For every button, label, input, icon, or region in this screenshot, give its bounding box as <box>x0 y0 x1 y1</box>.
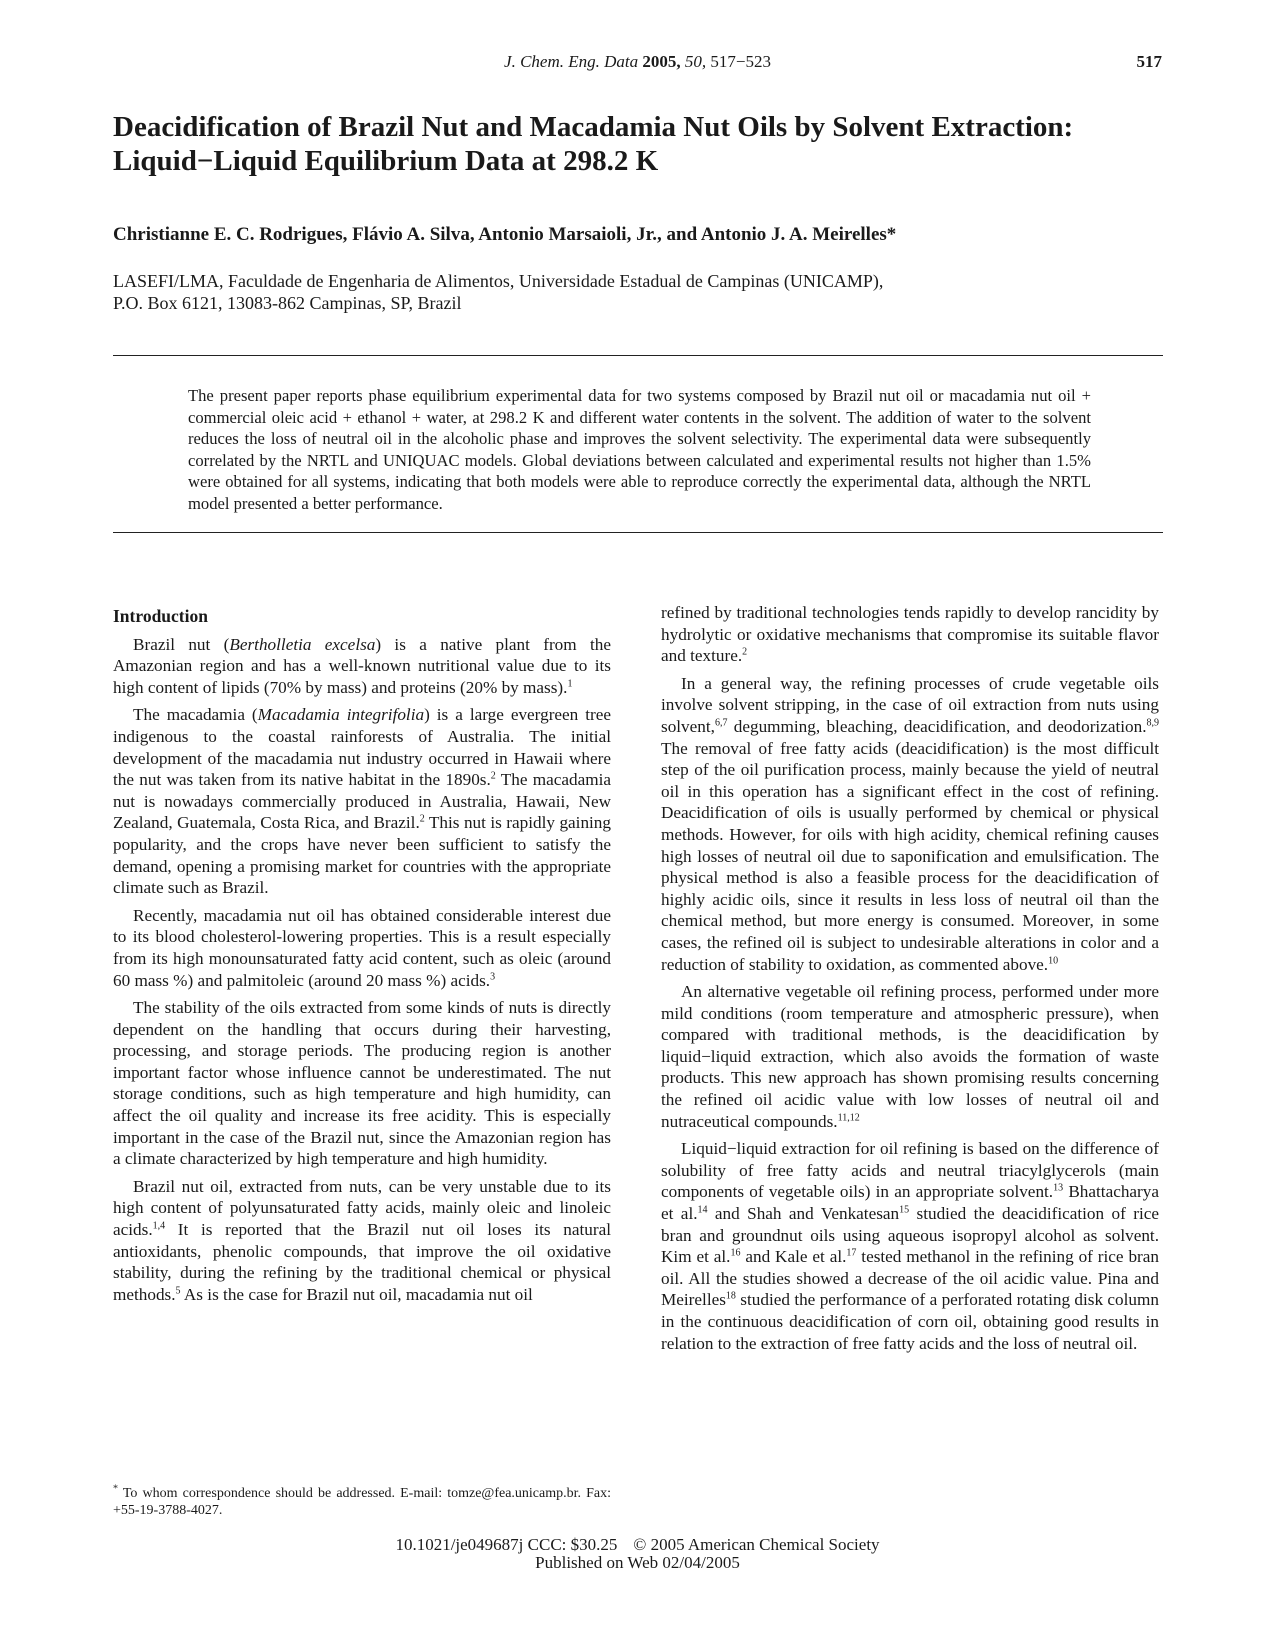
running-head <box>0 52 1275 80</box>
citation-ref: 16 <box>730 1247 741 1259</box>
journal-citation <box>0 52 1275 72</box>
abstract: The present paper reports phase equilibrium experimental data for two systems composed by Brazil nut oil or macadamia nut oil + commercial oleic acid + ethanol + water, at 298.2 K and different water contents in the solvent. The addition of water to the solvent reduces the loss of neutral oil in the alcoholic phase and improves the solvent selectivity. The experimental data were subsequently correlated by the NRTL and UNIQUAC models. Global deviations between calculated and experimental results not higher than 1.5% were obtained for all systems, indicating that both models were able to reproduce correctly the experimental data, although the NRTL model presented a better performance. <box>188 386 1091 513</box>
footer-line-1 <box>0 1536 1275 1554</box>
abstract-bottom-rule <box>113 532 1163 533</box>
citation-ref: 15 <box>899 1204 910 1216</box>
affiliation-line-1: LASEFI/LMA, Faculdade de Engenharia de Alimentos, Universidade Estadual de Campinas (UNICAMP), <box>113 271 884 291</box>
paragraph: Brazil nut (Bertholletia excelsa) is a native plant from the Amazonian region and has a well-known nutritional value due to its high content of lipids (70% by mass) and proteins (20% by mass).$^1$ <box>113 634 611 697</box>
affiliation <box>113 270 1163 314</box>
paragraph: Liquid−liquid extraction for oil refining is based on the difference of solubility of free fatty acids and neutral triacylglycerols (main components of vegetable oils) in an appropriate solvent.$^{13}$ Bhattacharya et al.$^{14}$ and Shah and Venkatesan$^{15}$ studied the deacidification of rice bran and groundnut oils using aqueous isopropyl alcohol as solvent. Kim et al.$^{16}$ and Kale et al.$^{17}$ tested methanol in the refining of rice bran oil. All the studies showed a decrease of the oil acidic value. Pina and Meirelles$^{18}$ studied the performance of a perforated rotating disk column in the continuous deacidification of corn oil, obtaining good results in relation to the extraction of free fatty acids and the loss of neutral oil. <box>661 1139 1159 1353</box>
footnote-marker: * <box>113 1483 118 1495</box>
citation-ref: 1 <box>567 678 573 690</box>
citation-ref: 8,9 <box>1146 717 1159 729</box>
citation-ref: 17 <box>846 1247 857 1259</box>
author-list: Christianne E. C. Rodrigues, Flávio A. Silva, Antonio Marsaioli, Jr., and Antonio J. A. Meirelles* <box>113 224 897 245</box>
citation-ref: 3 <box>490 970 496 982</box>
citation-ref: 10 <box>1048 954 1059 966</box>
citation-ref: 2 <box>742 646 748 658</box>
species-name: Macadamia integrifolia <box>257 705 425 725</box>
species-name: Bertholletia excelsa <box>229 634 376 654</box>
citation-ref: 2 <box>490 770 496 782</box>
abstract-top-rule <box>113 355 1163 356</box>
journal-name: J. Chem. Eng. Data <box>504 52 639 71</box>
paragraph: The macadamia (Macadamia integrifolia) is a large evergreen tree indigenous to the coastal rainforests of Australia. The initial development of the macadamia nut industry occurred in Hawaii where the nut was taken from its native habitat in the 1890s.$^2$ The macadamia nut is nowadays commercially produced in Australia, Hawaii, New Zealand, Guatemala, Costa Rica, and Brazil.$^2$ This nut is rapidly gaining popularity, and the crops have never been sufficient to satisfy the demand, opening a promising market for countries with the appropriate climate such as Brazil. <box>113 705 611 898</box>
paragraph: An alternative vegetable oil refining process, performed under more mild conditions (room temperature and atmospheric pressure), when compared with traditional methods, is the deacidification by liquid−liquid extraction, which also avoids the formation of waste products. This new approach has shown promising results concerning the refined oil acidic value with low losses of neutral oil and nutraceutical compounds.$^{11,12}$ <box>661 982 1159 1131</box>
citation-ref: 11,12 <box>837 1111 860 1123</box>
page-footer <box>0 1536 1275 1572</box>
doi-and-price: 10.1021/je049687j CCC: $30.25 <box>395 1535 618 1554</box>
article-title: Deacidification of Brazil Nut and Macadamia Nut Oils by Solvent Extraction: Liquid−Liquid Equilibrium Data at 298.2 K <box>113 111 1074 177</box>
paragraph: The stability of the oils extracted from some kinds of nuts is directly dependent on the handling that occurs during their harvesting, processing, and storage periods. The producing region is another important factor whose influence cannot be underestimated. The nut storage conditions, such as high temperature and high humidity, can affect the oil quality and increase its free acidity. This is especially important in the case of the Brazil nut, since the Amazonian region has a climate characterized by high temperature and high humidity. <box>113 998 611 1169</box>
journal-pages: 517−523 <box>710 52 771 71</box>
affiliation-line-2: P.O. Box 6121, 13083-862 Campinas, SP, Brazil <box>113 293 462 313</box>
copyright-notice: © 2005 American Chemical Society <box>633 1535 880 1554</box>
publication-date: Published on Web 02/04/2005 <box>535 1553 740 1572</box>
citation-ref: 13 <box>1053 1182 1064 1194</box>
journal-year: 2005, <box>642 52 681 71</box>
citation-ref: 2 <box>419 813 425 825</box>
page-number: 517 <box>1136 52 1162 71</box>
paragraph: In a general way, the refining processes of crude vegetable oils involve solvent stripping, in the case of oil extraction from nuts using solvent,$^{6,7}$ degumming, bleaching, deacidification, and deodorization.$^{8,9}$ The removal of free fatty acids (deacidification) is the most difficult step of the oil purification process, mainly because the yield of neutral oil in this operation has a significant effect in the cost of refining. Deacidification of oils is usually performed by chemical or physical methods. However, for oils with high acidity, chemical refining causes high losses of neutral oil due to saponification and emulsification. The physical method is also a feasible process for the deacidification of highly acidic oils, since it results in less loss of neutral oil than the chemical method, but more energy is consumed. Moreover, in some cases, the refined oil is subject to undesirable alterations in color and a reduction of stability to oxidation, as commented above.$^{10}$ <box>661 673 1159 974</box>
citation-ref: 1,4 <box>152 1220 166 1232</box>
journal-volume: 50, <box>684 52 707 71</box>
section-heading-introduction: Introduction <box>113 606 208 626</box>
paragraph: Recently, macadamia nut oil has obtained considerable interest due to its blood cholesterol-lowering properties. This is a result especially from its high monounsaturated fatty acid content, such as oleic (around 60 mass %) and palmitoleic (around 20 mass %) acids.$^3$ <box>113 905 611 990</box>
citation-ref: 6,7 <box>714 717 728 729</box>
paragraph: Brazil nut oil, extracted from nuts, can be very unstable due to its high content of polyunsaturated fatty acids, mainly oleic and linoleic acids.$^{1,4}$ It is reported that the Brazil nut oil loses its natural antioxidants, phenolic compounds, that improve the oil oxidative stability, during the refining by the traditional chemical or physical methods.$^5$ As is the case for Brazil nut oil, macadamia nut oil <box>113 1176 611 1304</box>
citation-ref: 18 <box>725 1290 736 1302</box>
citation-ref: 14 <box>697 1204 708 1216</box>
citation-ref: 5 <box>175 1285 181 1297</box>
correspondence-footnote: * To whom correspondence should be addressed. E-mail: tomze@fea.unicamp.br. Fax: +55-19-3788-4027. <box>113 1483 611 1518</box>
right-column <box>661 602 1159 1360</box>
paragraph: refined by traditional technologies tends rapidly to develop rancidity by hydrolytic or oxidative mechanisms that compromise its suitable flavor and texture.$^2$ <box>661 603 1159 666</box>
left-column <box>113 606 611 1311</box>
